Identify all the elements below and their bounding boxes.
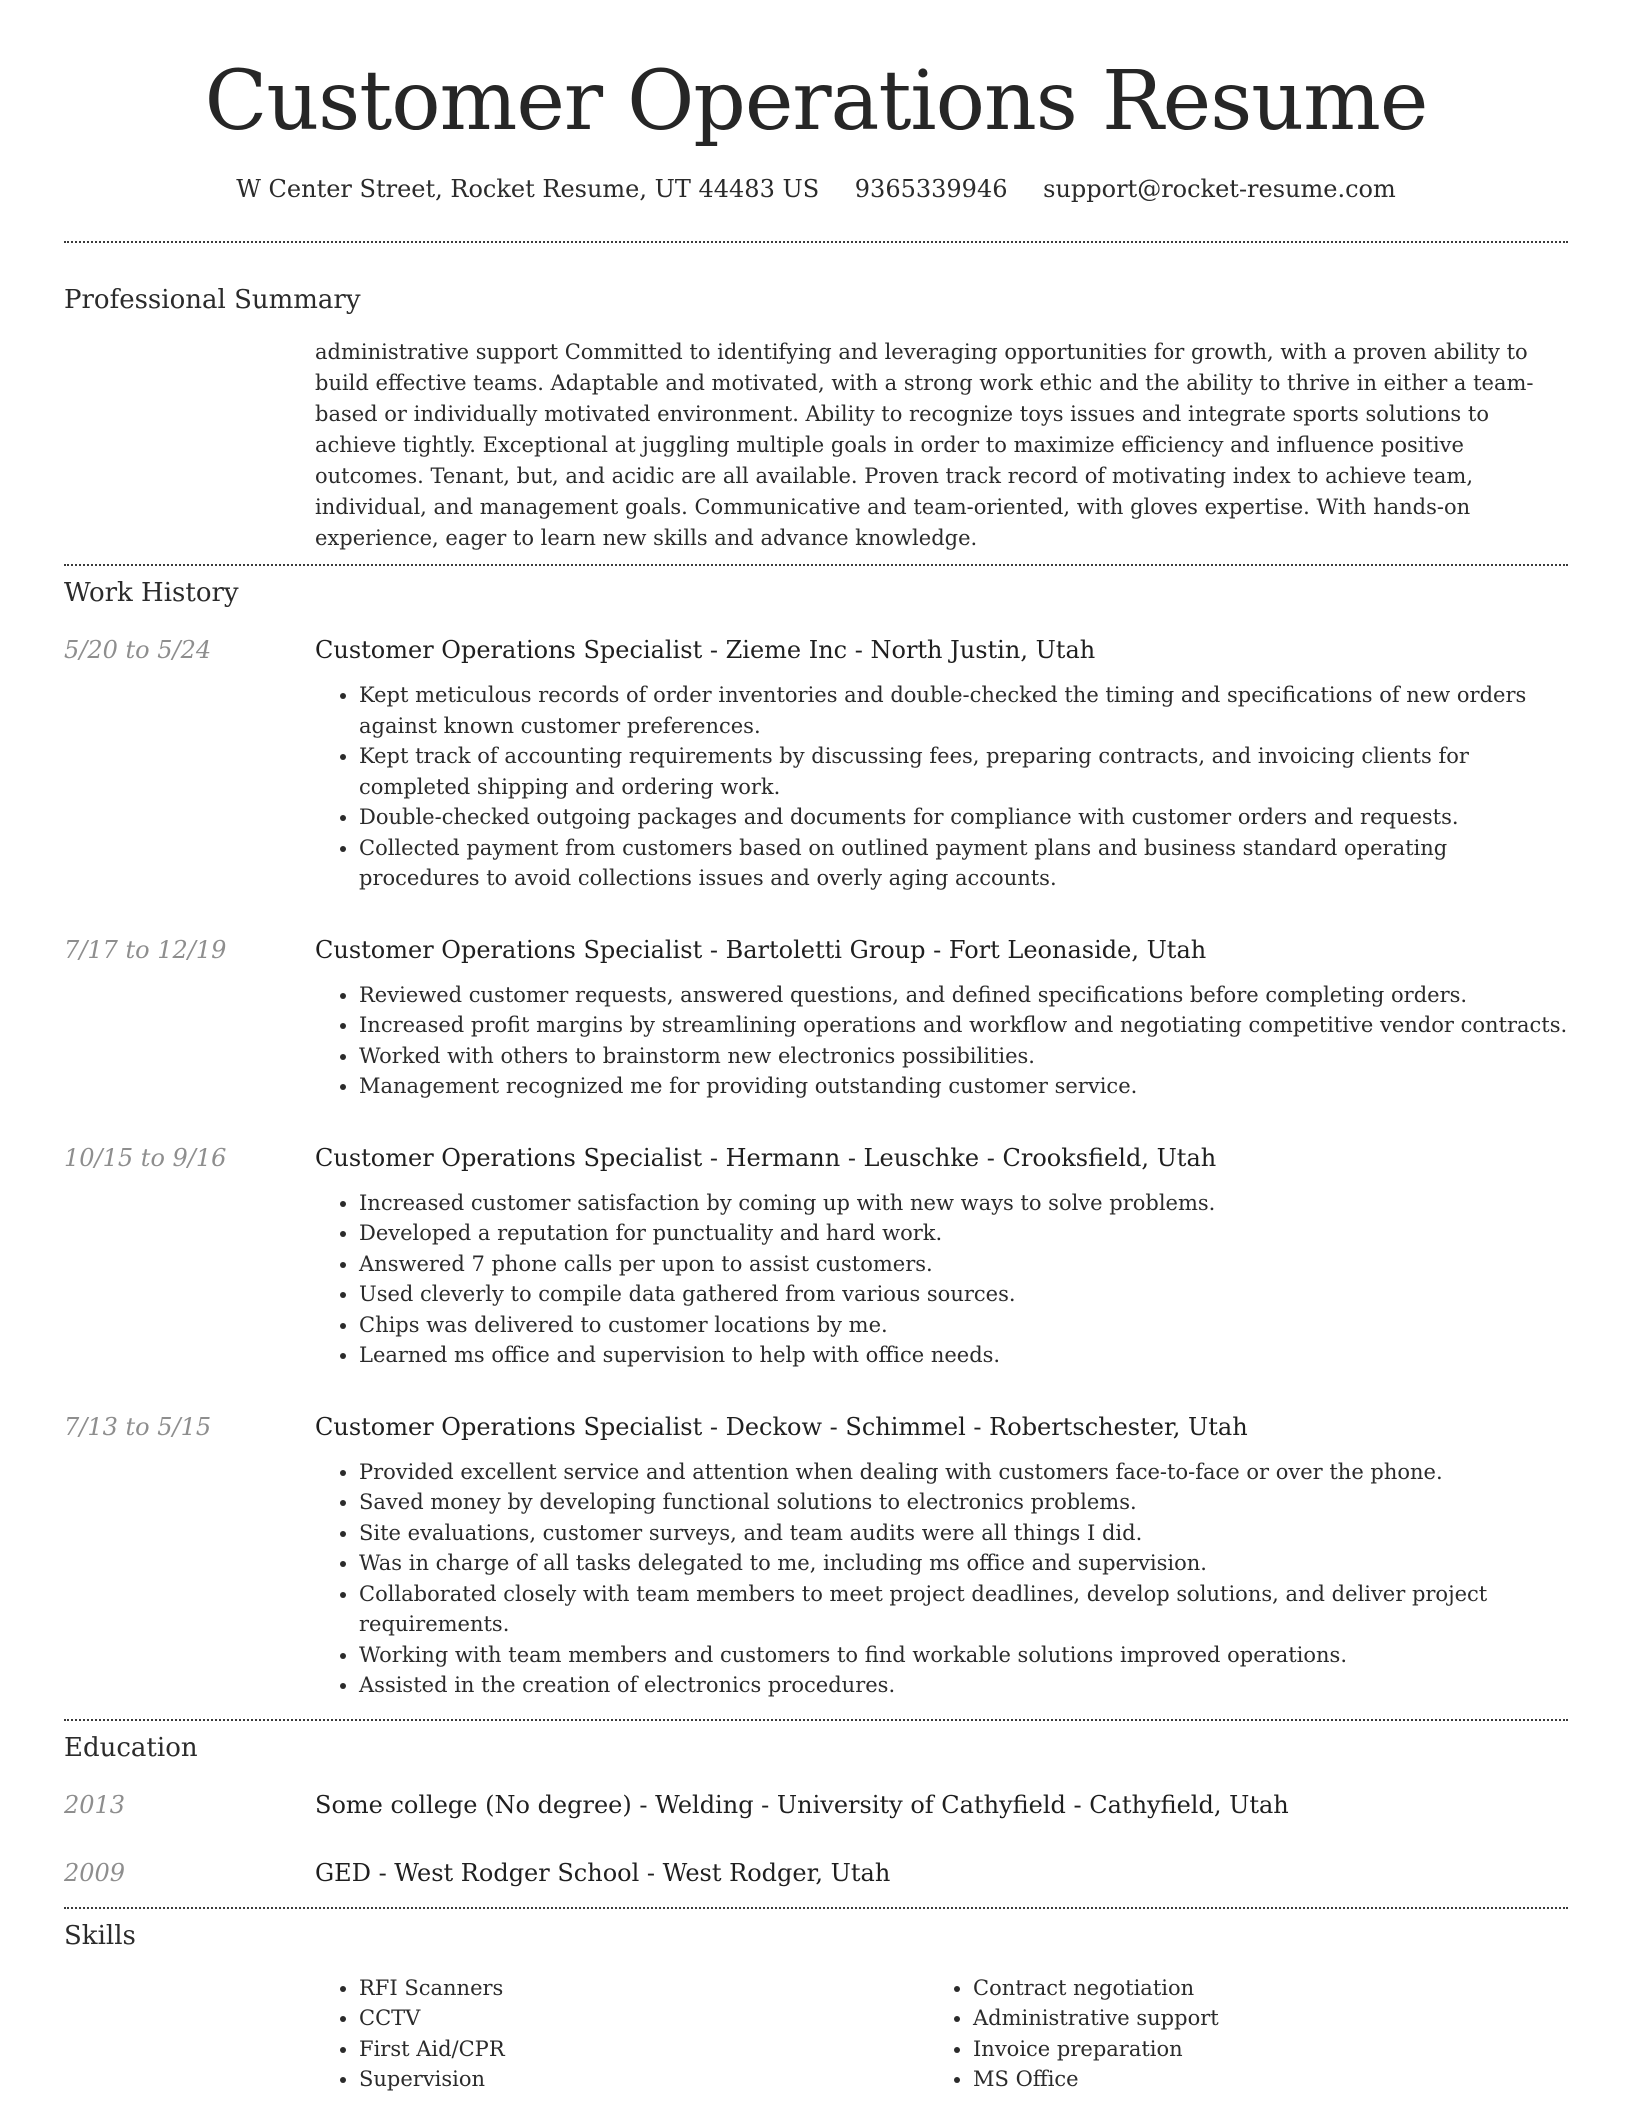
phone-text: 9365339946 — [854, 175, 1008, 203]
job-date: 5/20 to 5/24 — [64, 636, 212, 664]
work-history-heading: Work History — [64, 578, 239, 608]
job-bullets — [315, 1457, 1568, 1701]
job-title: Customer Operations Specialist - Deckow - Schimmel - Robertschester, Utah — [315, 1412, 1248, 1441]
job-date: 7/17 to 12/19 — [64, 935, 227, 964]
job-title: Customer Operations Specialist - Zieme Inc - North Justin, Utah — [315, 636, 1096, 664]
job-title: Customer Operations Specialist - Hermann - Leuschke - Crooksfield, Utah — [315, 1143, 1217, 1172]
section-divider — [64, 564, 1568, 566]
contact-line — [64, 172, 1568, 206]
education-entry — [64, 1789, 1568, 1821]
job-bullet: • Chips was delivered to customer locations by me. — [359, 1310, 1568, 1341]
job-date: 10/15 to 9/16 — [64, 1143, 227, 1172]
resume-page — [64, 0, 1568, 2095]
section-divider — [64, 1907, 1568, 1909]
skills-list — [64, 1973, 1568, 2095]
job-bullet: • Was in charge of all tasks delegated to me, including ms office and supervision. — [359, 1548, 1568, 1579]
job-bullet: • Assisted in the creation of electronics procedures. — [359, 1670, 1568, 1701]
job-bullet: • Answered 7 phone calls per upon to assist customers. — [359, 1249, 1568, 1280]
education-title: GED - West Rodger School - West Rodger, Utah — [315, 1858, 891, 1887]
education-date: 2013 — [64, 1790, 126, 1819]
skill-item: • CCTV — [359, 2003, 929, 2034]
job-bullets — [315, 680, 1568, 894]
job-bullet: • Reviewed customer requests, answered questions, and defined specifications before completing orders. — [359, 980, 1568, 1011]
email-link[interactable]: support@rocket-resume.com — [1043, 175, 1396, 203]
section-divider — [64, 1719, 1568, 1721]
job-bullet: • Provided excellent service and attention when dealing with customers face-to-face or over the phone. — [359, 1457, 1568, 1488]
job-bullet: • Increased profit margins by streamlining operations and workflow and negotiating competitive vendor contracts. — [359, 1010, 1568, 1041]
skill-item: • Supervision — [359, 2064, 929, 2095]
skill-item: • MS Office — [973, 2064, 1543, 2095]
job-bullet: • Worked with others to brainstorm new electronics possibilities. — [359, 1041, 1568, 1072]
job-bullets — [315, 980, 1568, 1102]
job-bullet: • Learned ms office and supervision to help with office needs. — [359, 1340, 1568, 1371]
job-bullet: • Collected payment from customers based on outlined payment plans and business standard operating procedures to avoid collections issues and overly aging accounts. — [359, 833, 1568, 894]
job-bullet: • Collaborated closely with team members to meet project deadlines, develop solutions, and deliver project requirements. — [359, 1579, 1568, 1640]
section-divider — [64, 241, 1568, 243]
job-entry — [64, 934, 1568, 1102]
skills-heading: Skills — [64, 1920, 136, 1951]
job-title: Customer Operations Specialist - Bartoletti Group - Fort Leonaside, Utah — [315, 935, 1207, 964]
job-bullet: • Site evaluations, customer surveys, and team audits were all things I did. — [359, 1518, 1568, 1549]
education-date: 2009 — [64, 1858, 126, 1887]
skill-item: • RFI Scanners — [359, 1973, 929, 2004]
education-entry — [64, 1857, 1568, 1889]
job-bullet: • Used cleverly to compile data gathered from various sources. — [359, 1279, 1568, 1310]
skill-item: • Invoice preparation — [973, 2034, 1543, 2065]
skill-item: • Administrative support — [973, 2003, 1543, 2034]
job-bullets — [315, 1188, 1568, 1371]
skill-item: • Contract negotiation — [973, 1973, 1543, 2004]
job-bullet: • Kept track of accounting requirements by discussing fees, preparing contracts, and invoicing clients for completed shipping and ordering work. — [359, 741, 1568, 802]
job-bullet: • Management recognized me for providing outstanding customer service. — [359, 1071, 1568, 1102]
address-text: W Center Street, Rocket Resume, UT 44483 US — [236, 175, 820, 203]
skills-column-right — [929, 1973, 1543, 2095]
summary-text: administrative support Committed to identifying and leveraging opportunities for growth, with a proven ability to build effective teams. Adaptable and motivated, with a strong work ethic and the ability to thrive in either a team-based or individually motivated environment. Ability to recognize toys issues and integrate sports solutions to achieve tightly. Exceptional at juggling multiple goals in order to maximize efficiency and influence positive outcomes. Tenant, but, and acidic are all available. Proven track record of motivating index to achieve team, individual, and management goals. Communicative and team-oriented, with gloves expertise. With hands-on experience, eager to learn new skills and advance knowledge. — [315, 340, 1534, 550]
job-bullet: • Kept meticulous records of order inventories and double-checked the timing and specifications of new orders against known customer preferences. — [359, 680, 1568, 741]
job-entry — [64, 1411, 1568, 1701]
job-bullet: • Increased customer satisfaction by coming up with new ways to solve problems. — [359, 1188, 1568, 1219]
job-date: 7/13 to 5/15 — [64, 1412, 212, 1441]
skills-column-left — [315, 1973, 929, 2095]
job-bullet: • Developed a reputation for punctuality and hard work. — [359, 1218, 1568, 1249]
job-bullet: • Working with team members and customers to find workable solutions improved operations. — [359, 1640, 1568, 1671]
job-bullet: • Double-checked outgoing packages and documents for compliance with customer orders and requests. — [359, 802, 1568, 833]
education-heading: Education — [64, 1732, 198, 1763]
job-entry — [64, 1142, 1568, 1371]
resume-title: Customer Operations Resume — [204, 54, 1428, 149]
summary-heading: Professional Summary — [64, 285, 361, 315]
job-bullet: • Saved money by developing functional solutions to electronics problems. — [359, 1487, 1568, 1518]
education-title: Some college (No degree) - Welding - University of Cathyfield - Cathyfield, Utah — [315, 1790, 1289, 1819]
skill-item: • First Aid/CPR — [359, 2034, 929, 2065]
job-entry — [64, 634, 1568, 894]
